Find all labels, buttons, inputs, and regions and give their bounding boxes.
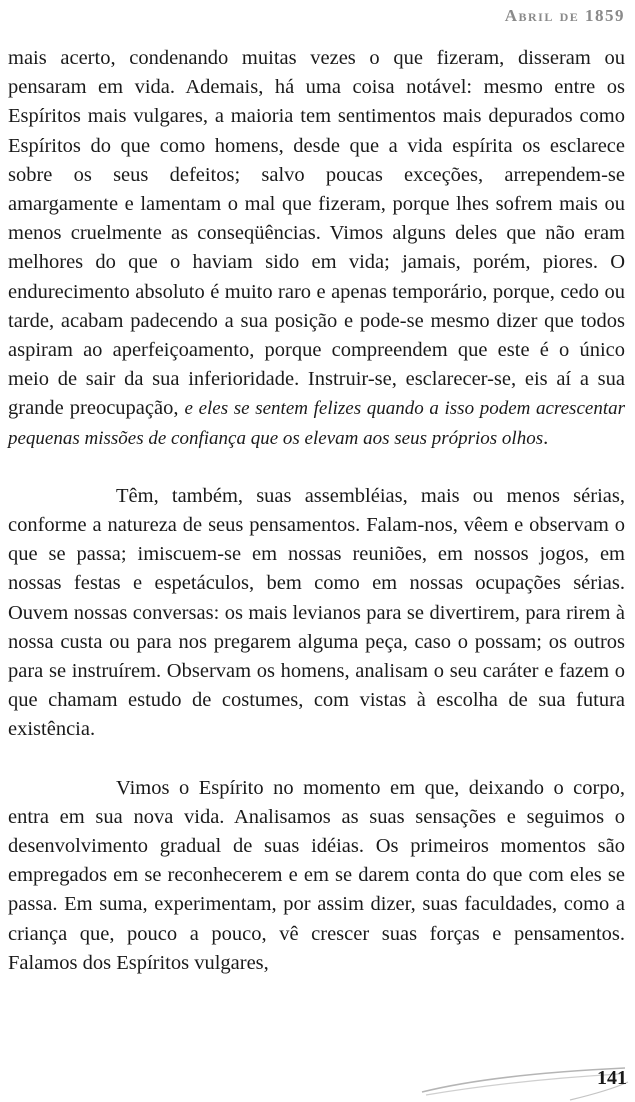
paragraph-1-tail: . [543, 426, 549, 449]
running-header: Abril de 1859 [504, 6, 625, 25]
page-number: 141 [597, 1067, 627, 1089]
paragraph-1 [8, 44, 625, 453]
paragraph-1-italic: e eles se sentem felizes quando a isso podem acrescentar pequenas missões de confiança que os elevam aos seus próprios olhos [8, 398, 625, 449]
page-body [8, 44, 625, 978]
paragraph-1-text: mais acerto, condenando muitas vezes o que fizeram, disseram ou pensaram em vida. Ademais, há uma coisa notável: mesmo entre os Espíritos mais vulgares, a maioria tem sentimentos mais depurados como Espíritos do que como homens, desde que a vida espírita os esclarece sobre os seus defeitos; salvo poucas exceções, arrependem-se amargamente e lamentam o mal que fizeram, porque lhes sofrem mais ou menos cruelmente as conseqüências. Vimos alguns deles que não eram melhores do que o haviam sido em vida; jamais, porém, piores. O endurecimento absoluto é muito raro e apenas temporário, porque, cedo ou tarde, acabam padecendo a sua posição e pode-se mesmo dizer que todos aspiram ao aperfeiçoamento, porque compreendem que este é o único meio de sair da sua inferioridade. Instruir-se, esclarecer-se, eis aí a sua grande preocupação, [8, 47, 625, 420]
paragraph-3: Vimos o Espírito no momento em que, deixando o corpo, entra em sua nova vida. Analisamos as suas sensações e seguimos o desenvolvimento gradual de suas idéias. Os primeiros momentos são empregados em se reconhecerem e em se darem conta do que com eles se passa. Em suma, experimentam, por assim dizer, suas faculdades, como a criança que, pouco a pouco, vê crescer suas forças e pensamentos. Falamos dos Espíritos vulgares, [8, 776, 625, 974]
paragraph-2: Têm, também, suas assembléias, mais ou menos sérias, conforme a natureza de seus pensamentos. Falam-nos, vêem e observam o que se passa; imiscuem-se em nossas reuniões, em nossos jogos, em nossas festas e espetáculos, bem como em nossas ocupações sérias. Ouvem nossas conversas: os mais levianos para se divertirem, para rirem à nossa custa ou para nos pregarem alguma peça, caso o possam; os outros para se instruírem. Observam os homens, analisam o seu caráter e fazem o que chamam estudo de costumes, com vistas à escolha de sua futura existência. [8, 484, 625, 741]
